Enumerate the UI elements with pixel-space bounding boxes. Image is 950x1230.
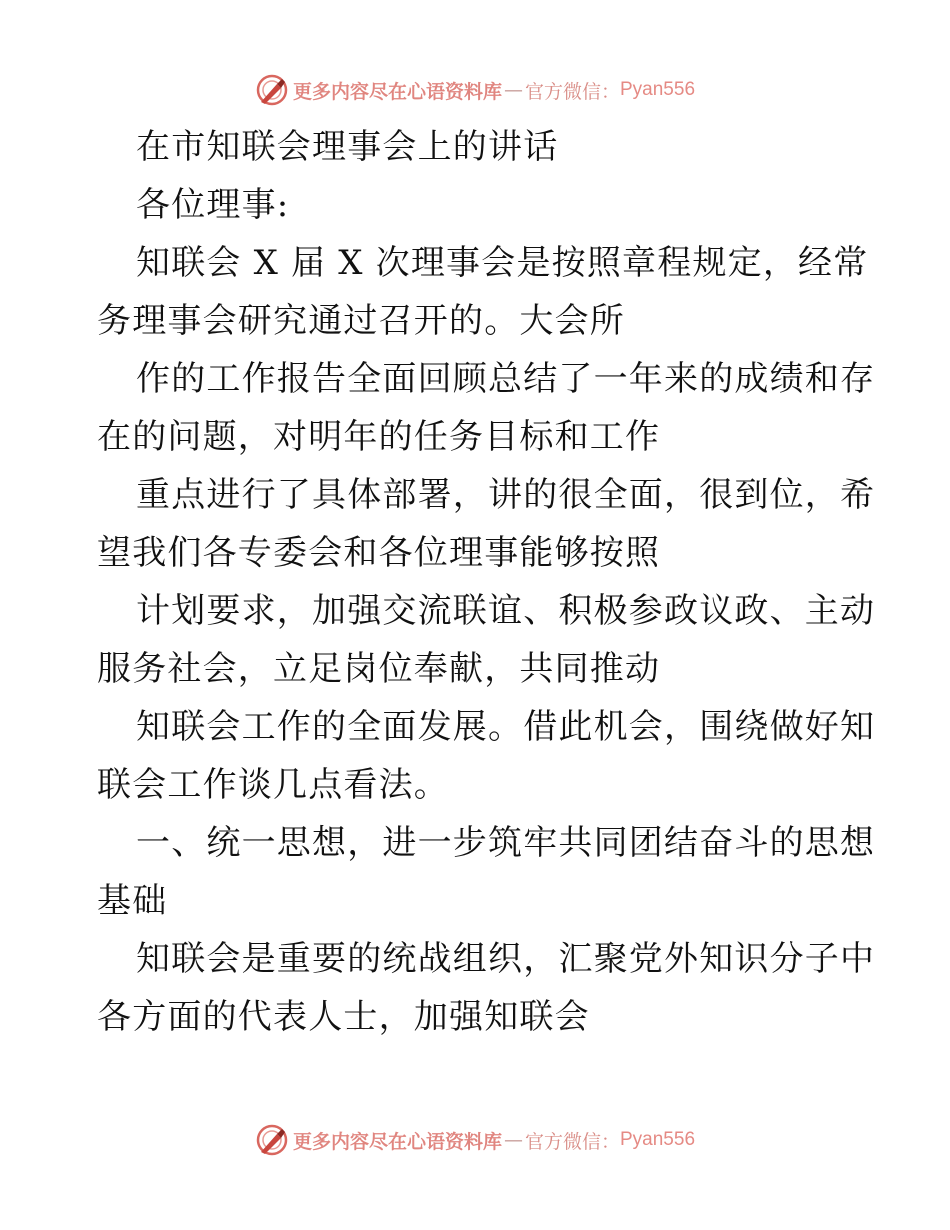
watermark-wechat-label: 官方微信：	[524, 1130, 620, 1153]
watermark-banner-top	[0, 70, 950, 110]
watermark-separator: —	[503, 79, 523, 101]
text-line: 各方面的代表人士，加强知联会	[97, 997, 590, 1037]
text-line: 一、统一思想，进一步筑牢共同团结奋斗的思想	[136, 823, 876, 863]
text-line: 务理事会研究通过召开的。大会所	[97, 301, 625, 341]
text-line: 知联会是重要的统战组织，汇聚党外知识分子中	[136, 939, 876, 979]
text-line: 基础	[97, 881, 168, 921]
pen-logo-icon	[255, 1123, 289, 1157]
text-line: 知联会工作的全面发展。借此机会，围绕做好知	[136, 707, 876, 747]
text-line: 望我们各专委会和各位理事能够按照	[97, 533, 661, 573]
watermark-wechat-label: 官方微信：	[524, 80, 620, 103]
text-line: 知联会 X 届 X 次理事会是按照章程规定，经常	[136, 243, 869, 283]
text-line: 联会工作谈几点看法。	[97, 765, 449, 805]
pen-logo-icon	[255, 73, 289, 107]
text-line: 在的问题，对明年的任务目标和工作	[97, 417, 661, 457]
watermark-banner-bottom	[0, 1120, 950, 1160]
watermark-wechat-id: Pyan556	[620, 79, 696, 100]
text-line: 作的工作报告全面回顾总结了一年来的成绩和存	[136, 359, 876, 399]
text-line: 计划要求，加强交流联谊、积极参政议政、主动	[136, 591, 876, 631]
text-line: 各位理事:	[136, 185, 290, 225]
watermark-text: 更多内容尽在心语资料库	[292, 80, 502, 103]
text-line: 服务社会，立足岗位奉献，共同推动	[97, 649, 661, 689]
document-body	[97, 118, 876, 1046]
text-line: 在市知联会理事会上的讲话	[136, 127, 559, 167]
text-line: 重点进行了具体部署，讲的很全面，很到位，希	[136, 475, 876, 515]
watermark-separator: —	[503, 1129, 523, 1151]
watermark-text: 更多内容尽在心语资料库	[292, 1130, 502, 1153]
watermark-wechat-id: Pyan556	[620, 1129, 696, 1150]
